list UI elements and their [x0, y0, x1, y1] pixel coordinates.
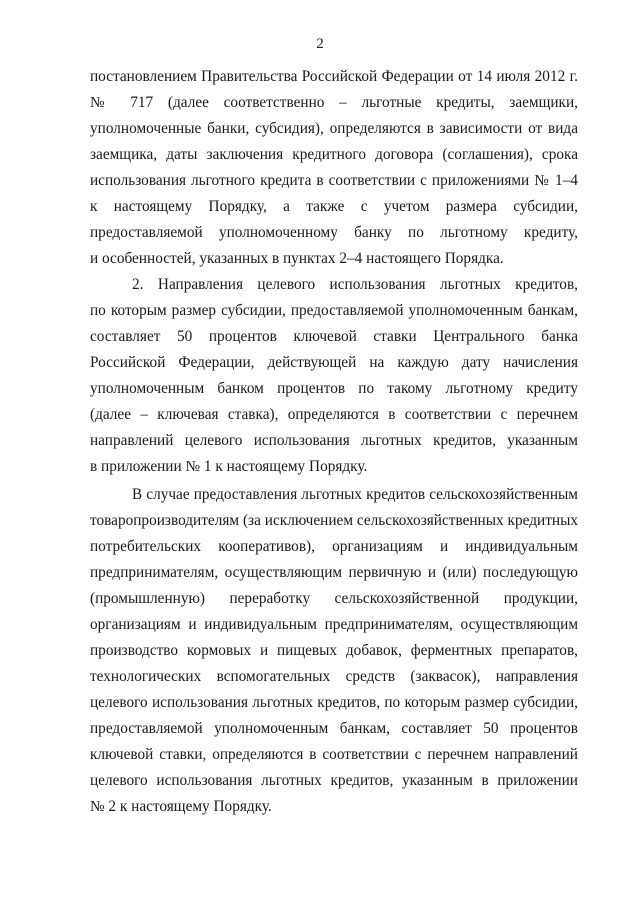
text-line: В случае предоставления льготных кредитов сельскохозяйственным — [132, 486, 578, 503]
text-line: технологических вспомогательных средств (заквасок), направления — [90, 668, 578, 685]
text-line: товаропроизводителям (за исключением сельскохозяйственных кредитных — [90, 512, 578, 529]
text-line: и особенностей, указанных в пунктах 2–4 настоящего Порядка. — [90, 250, 504, 267]
text-line: организациям и индивидуальным предпринимателям, осуществляющим — [90, 616, 578, 633]
text-line: Российской Федерации, действующей на каждую дату начисления — [90, 354, 578, 371]
text-line: использования льготного кредита в соответствии с приложениями № 1–4 — [90, 172, 578, 189]
text-line: предоставляемой уполномоченному банку по льготному кредиту, — [90, 224, 578, 241]
text-line: уполномоченные банки, субсидия), определяются в зависимости от вида — [90, 120, 578, 137]
text-line: потребительских кооперативов), организациям и индивидуальным — [90, 538, 578, 555]
page-number: 2 — [316, 36, 324, 52]
text-line: целевого использования льготных кредитов, по которым размер субсидии, — [90, 694, 578, 711]
text-line: в приложении № 1 к настоящему Порядку. — [90, 458, 368, 475]
text-line: направлений целевого использования льготных кредитов, указанным — [90, 432, 578, 449]
text-line: заемщика, даты заключения кредитного договора (соглашения), срока — [90, 146, 578, 163]
text-line: к настоящему Порядку, а также с учетом размера субсидии, — [90, 198, 578, 215]
text-line: предоставляемой уполномоченным банкам, составляет 50 процентов — [90, 720, 578, 737]
text-line: уполномоченным банком процентов по такому льготному кредиту — [90, 380, 578, 397]
text-line: № 2 к настоящему Порядку. — [90, 798, 272, 815]
text-line: ключевой ставки, определяются в соответствии с перечнем направлений — [90, 746, 578, 763]
text-line: составляет 50 процентов ключевой ставки Центрального банка — [90, 328, 578, 345]
text-line: производство кормовых и пищевых добавок, ферментных препаратов, — [90, 642, 578, 659]
text-line: (промышленную) переработку сельскохозяйственной продукции, — [90, 590, 578, 607]
text-line: целевого использования льготных кредитов, указанным в приложении — [90, 772, 578, 789]
text-line: по которым размер субсидии, предоставляемой уполномоченным банкам, — [90, 302, 578, 319]
text-line: № 717 (далее соответственно – льготные кредиты, заемщики, — [90, 94, 578, 111]
text-line: (далее – ключевая ставка), определяются в соответствии с перечнем — [90, 406, 578, 423]
text-line: постановлением Правительства Российской Федерации от 14 июля 2012 г. — [90, 68, 578, 85]
text-line: предпринимателям, осуществляющим первичную и (или) последующую — [90, 564, 578, 581]
text-line: 2. Направления целевого использования льготных кредитов, — [132, 276, 578, 293]
